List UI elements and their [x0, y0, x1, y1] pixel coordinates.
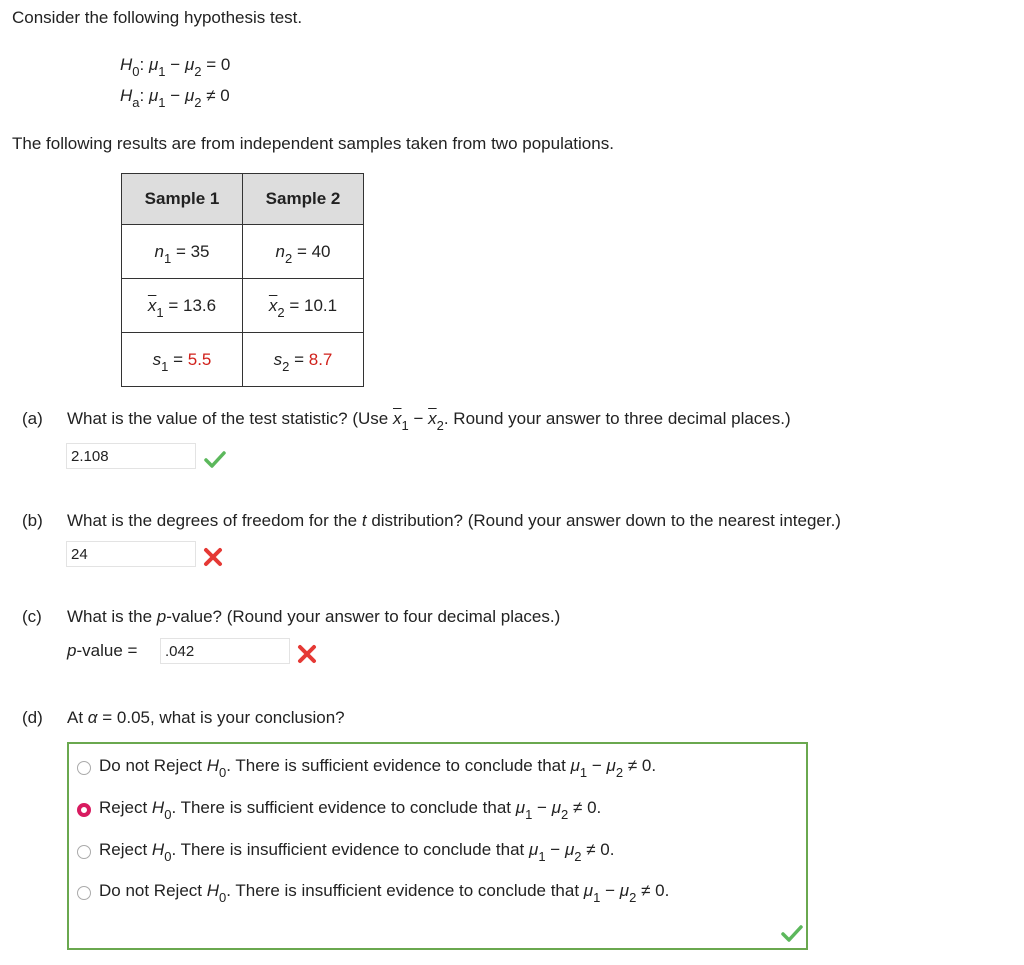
part-d-question: At α = 0.05, what is your conclusion?: [67, 708, 345, 727]
correct-check-icon: [781, 922, 803, 944]
x1-cell: $\overline{x}_1 = 13.6$: [122, 279, 243, 333]
n2-cell: $n_2 = 40$: [243, 225, 364, 279]
part-c-question: What is the p-value? (Round your answer to four decimal places.): [67, 607, 561, 626]
part-b-label: (b): [22, 511, 43, 530]
alternative-hypothesis: $H_a$: $\mu_1 - \mu_2 \ne 0$: [120, 86, 230, 110]
part-c-answer-input[interactable]: .042: [160, 638, 290, 664]
sample-table: [121, 173, 364, 387]
part-c-label: (c): [22, 607, 42, 626]
choice-radio-1-selected[interactable]: [77, 803, 91, 817]
sample2-header: Sample 2: [243, 174, 364, 225]
choice-radio-0[interactable]: [77, 761, 91, 775]
choice-radio-2[interactable]: [77, 845, 91, 859]
part-b-answer-input[interactable]: 24: [66, 541, 196, 567]
samples-intro-text: The following results are from independent samples taken from two populations.: [12, 134, 614, 153]
intro-text: Consider the following hypothesis test.: [12, 8, 303, 27]
choice-label-0[interactable]: Do not Reject $H_0$. There is sufficient evidence to conclude that $\mu_1 - \mu_2 \ne 0$.: [99, 756, 657, 780]
correct-check-icon: [204, 448, 226, 470]
x2-cell: $\overline{x}_2 = 10.1$: [243, 279, 364, 333]
pvalue-label: p-value =: [67, 641, 138, 660]
sample1-header: Sample 1: [122, 174, 243, 225]
choice-label-2[interactable]: Reject $H_0$. There is insufficient evidence to conclude that $\mu_1 - \mu_2 \ne 0$.: [99, 840, 615, 864]
incorrect-x-icon: [296, 643, 318, 665]
null-hypothesis: $H_0$: $\mu_1 - \mu_2 = 0$: [120, 55, 231, 79]
choice-label-1[interactable]: Reject $H_0$. There is sufficient evidence to conclude that $\mu_1 - \mu_2 \ne 0$.: [99, 798, 602, 822]
part-d-label: (d): [22, 708, 43, 727]
part-a-answer-input[interactable]: 2.108: [66, 443, 196, 469]
part-a-question: What is the value of the test statistic? (Use $\overline{x}_1 - \overline{x}_2$. Round your answer to three decimal places.): [67, 409, 791, 433]
s1-cell: $s_1 = 5.5$: [122, 333, 243, 387]
choice-radio-3[interactable]: [77, 886, 91, 900]
part-b-question: What is the degrees of freedom for the t distribution? (Round your answer down to the nearest integer.): [67, 511, 841, 530]
s2-cell: $s_2 = 8.7$: [243, 333, 364, 387]
conclusion-choices: [67, 742, 808, 950]
n1-cell: $n_1 = 35$: [122, 225, 243, 279]
incorrect-x-icon: [202, 546, 224, 568]
part-a-label: (a): [22, 409, 43, 428]
choice-label-3[interactable]: Do not Reject $H_0$. There is insufficient evidence to conclude that $\mu_1 - \mu_2 \ne 0$.: [99, 881, 670, 905]
